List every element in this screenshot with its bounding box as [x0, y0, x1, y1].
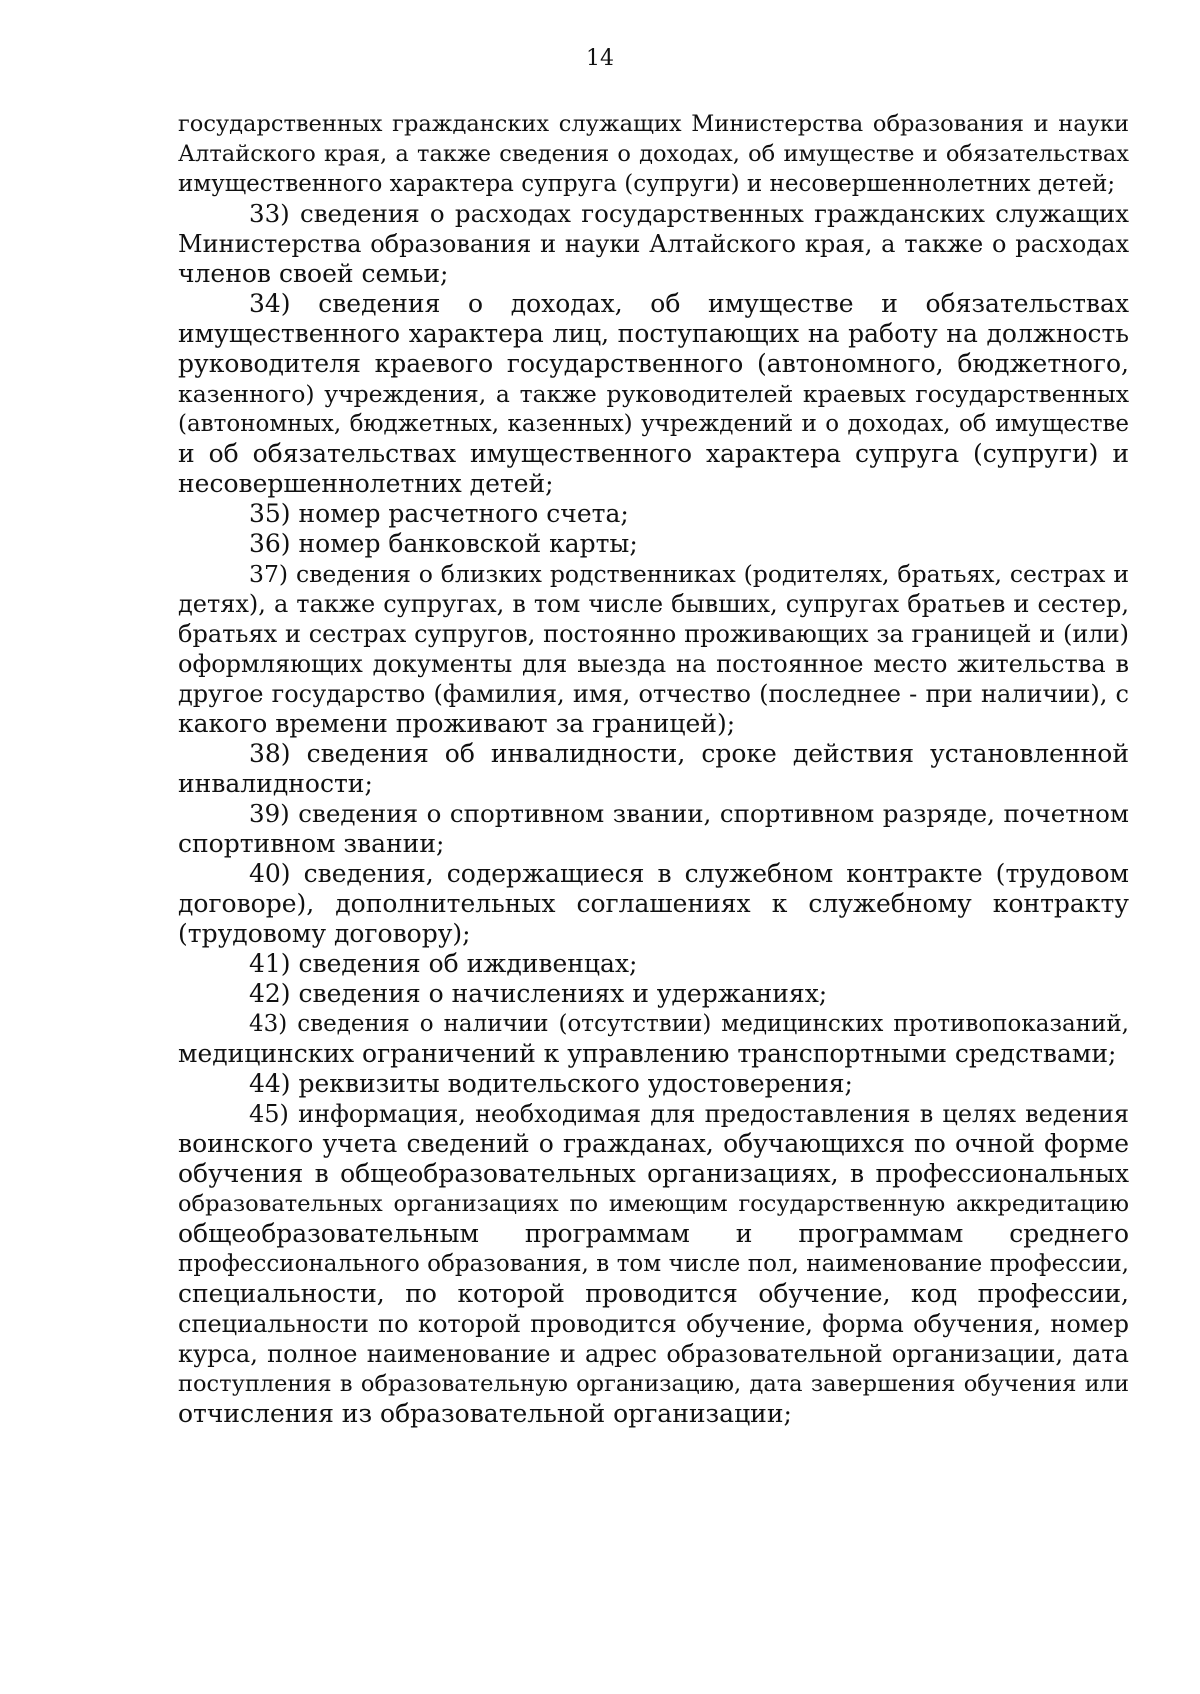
- text-line: детях), а также супругах, в том числе бывших, супругах братьев и сестер,: [178, 590, 1129, 618]
- text-line: поступления в образовательную организацию, дата завершения обучения или: [178, 1371, 1129, 1397]
- text-line: 38) сведения об инвалидности, сроке действия установленной: [249, 739, 1129, 768]
- text-line: специальности по которой проводится обучение, форма обучения, номер: [178, 1310, 1129, 1338]
- text-line: 44) реквизиты водительского удостоверения;: [249, 1069, 853, 1098]
- text-line: государственных гражданских служащих Министерства образования и науки: [178, 111, 1129, 137]
- text-line: 40) сведения, содержащиеся в служебном контракте (трудовом: [249, 859, 1129, 888]
- text-line: 36) номер банковской карты;: [249, 529, 638, 558]
- text-line: имущественного характера супруга (супруги) и несовершеннолетних детей;: [178, 171, 1116, 197]
- text-line: профессионального образования, в том числе пол, наименование профессии,: [178, 1251, 1129, 1277]
- page-number: 14: [586, 46, 614, 71]
- text-line: 41) сведения об иждивенцах;: [249, 949, 638, 978]
- text-line: Алтайского края, а также сведения о доходах, об имуществе и обязательствах: [178, 141, 1129, 167]
- text-line: оформляющих документы для выезда на постоянное место жительства в: [178, 650, 1129, 678]
- text-line: (трудовому договору);: [178, 919, 471, 948]
- text-line: обучения в общеобразовательных организациях, в профессиональных: [178, 1159, 1129, 1188]
- text-line: образовательных организациях по имеющим государственную аккредитацию: [178, 1191, 1129, 1217]
- text-line: 33) сведения о расходах государственных гражданских служащих: [249, 199, 1129, 228]
- text-line: несовершеннолетних детей;: [178, 469, 554, 498]
- text-line: имущественного характера лиц, поступающих на работу на должность: [178, 319, 1129, 348]
- text-line: Министерства образования и науки Алтайского края, а также о расходах: [178, 230, 1129, 258]
- text-line: руководителя краевого государственного (автономного, бюджетного,: [178, 349, 1129, 378]
- text-line: и об обязательствах имущественного характера супруга (супруги) и: [178, 439, 1129, 468]
- text-line: 43) сведения о наличии (отсутствии) медицинских противопоказаний,: [249, 1011, 1129, 1037]
- text-line: 37) сведения о близких родственниках (родителях, братьях, сестрах и: [249, 560, 1129, 588]
- text-line: (автономных, бюджетных, казенных) учреждений и о доходах, об имуществе: [178, 411, 1129, 437]
- text-line: договоре), дополнительных соглашениях к служебному контракту: [178, 889, 1129, 918]
- text-line: спортивном звании;: [178, 829, 445, 858]
- text-line: медицинских ограничений к управлению транспортными средствами;: [178, 1039, 1117, 1068]
- text-line: общеобразовательным программам и программам среднего: [178, 1219, 1129, 1248]
- text-line: какого времени проживают за границей);: [178, 709, 736, 738]
- text-line: братьях и сестрах супругов, постоянно проживающих за границей и (или): [178, 620, 1129, 648]
- text-line: 39) сведения о спортивном звании, спортивном разряде, почетном: [249, 799, 1129, 828]
- text-line: курса, полное наименование и адрес образовательной организации, дата: [178, 1340, 1129, 1368]
- text-line: 34) сведения о доходах, об имуществе и обязательствах: [249, 289, 1129, 318]
- text-line: специальности, по которой проводится обучение, код профессии,: [178, 1279, 1129, 1308]
- text-line: воинского учета сведений о гражданах, обучающихся по очной форме: [178, 1129, 1129, 1158]
- text-line: казенного) учреждения, а также руководителей краевых государственных: [178, 380, 1129, 408]
- text-line: инвалидности;: [178, 769, 373, 798]
- text-line: 35) номер расчетного счета;: [249, 499, 629, 528]
- text-line: 42) сведения о начислениях и удержаниях;: [249, 979, 828, 1008]
- text-line: 45) информация, необходимая для предоставления в целях ведения: [249, 1100, 1129, 1128]
- text-line: другое государство (фамилия, имя, отчество (последнее - при наличии), с: [178, 680, 1129, 708]
- text-line: отчисления из образовательной организации;: [178, 1399, 792, 1428]
- text-line: членов своей семьи;: [178, 259, 449, 288]
